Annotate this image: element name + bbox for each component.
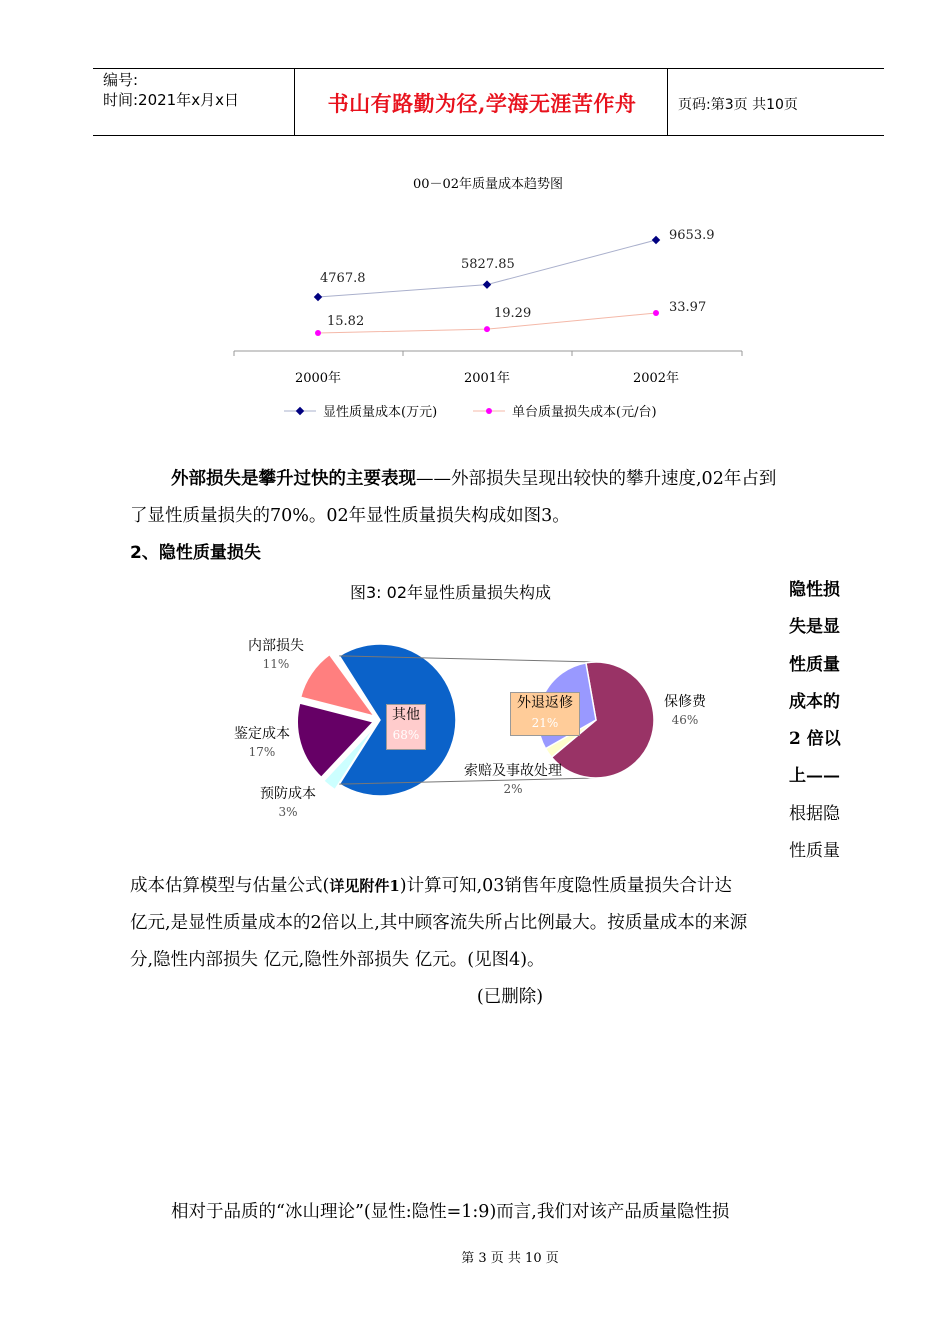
pie-label-warranty (650, 693, 720, 729)
data-label-unit-loss: 19.29 (494, 306, 532, 321)
pie-label-claims (450, 762, 576, 798)
page-footer-text: 第 3 页 共 10 页 (461, 1251, 559, 1266)
pie-label-pct: 2% (503, 782, 523, 796)
header-page-info: 页码:第3页 共10页 (678, 97, 798, 113)
document-time: 时间:2021年x月x日 (103, 91, 239, 109)
deleted-note-text: (已删除) (476, 987, 544, 1007)
pie-label-appraisal-cost (222, 725, 302, 761)
pie-label-pct: 68% (392, 728, 420, 742)
pie-label-pct: 11% (262, 657, 290, 671)
paragraph-line: 亿元,是显性质量成本的2倍以上,其中顾客流失所占比例最大。按质量成本的来源 (130, 913, 748, 933)
paragraph-text: )计算可知,03销售年度隐性质量损失合计达 (399, 876, 732, 896)
pie-label-name: 外退返修 (517, 695, 573, 711)
side-text-line: 2 倍以 (789, 729, 841, 750)
chart2-title: 图3: 02年显性质量损失构成 (350, 583, 552, 602)
chart1-title: 00－02年质量成本趋势图 (412, 177, 564, 192)
paragraph-lead-bold: 外部损失是攀升过快的主要表现 (171, 469, 416, 489)
data-label-visible-cost: 5827.85 (461, 257, 515, 272)
side-text-line: 性质量 (789, 841, 840, 862)
side-text-line: 隐性损 (789, 580, 840, 600)
pie-label-pct: 21% (531, 716, 559, 730)
legend-text-visible-cost: 显性质量成本(万元) (323, 405, 438, 420)
paragraph-text: 成本估算模型与估量公式( (130, 876, 330, 896)
deleted-note (0, 979, 950, 1016)
pie-label-other (386, 704, 426, 750)
paragraph-hidden-loss-calc (130, 868, 850, 979)
pie-label-pct: 46% (671, 713, 699, 727)
page-footer (0, 1247, 950, 1266)
paragraph-line1: ——外部损失呈现出较快的攀升速度,02年占到 (416, 469, 777, 489)
pie-label-pct: 3% (278, 805, 298, 819)
data-label-unit-loss: 33.97 (669, 300, 707, 315)
document-number: 编号: (103, 71, 139, 89)
paragraph-line2: 了显性质量损失的70%。02年显性质量损失构成如图3。 (130, 506, 570, 526)
pie-label-name: 预防成本 (260, 786, 316, 802)
paragraph-line: 分,隐性内部损失 亿元,隐性外部损失 亿元。(见图4)。 (130, 950, 545, 970)
pie-label-name: 索赔及事故处理 (464, 763, 562, 779)
side-text-line: 性质量 (789, 654, 840, 675)
side-text-column (789, 572, 849, 870)
x-tick-label: 2000年 (294, 371, 342, 386)
header-motto: 书山有路勤为径,学海无涯苦作舟 (327, 91, 637, 116)
side-text-line: 成本的 (789, 691, 840, 712)
legend-text-unit-loss: 单台质量损失成本(元/台) (512, 405, 657, 420)
pie-label-pct: 17% (248, 745, 276, 759)
section-heading-hidden-loss: 2、隐性质量损失 (130, 543, 261, 563)
paragraph-iceberg (171, 1194, 729, 1231)
appendix-reference: 详见附件1 (329, 877, 400, 895)
paragraph-text: 相对于品质的“冰山理论”(显性:隐性=1:9)而言,我们对该产品质量隐性损 (171, 1202, 730, 1222)
pie-label-name: 保修费 (664, 694, 706, 710)
data-label-visible-cost: 4767.8 (320, 271, 366, 286)
x-tick-label: 2001年 (463, 371, 511, 386)
pie-label-internal-loss (236, 637, 316, 673)
pie-label-name: 其他 (392, 707, 420, 723)
x-tick-label: 2002年 (632, 371, 680, 386)
pie-label-prevention-cost (248, 785, 328, 821)
data-label-visible-cost: 9653.9 (669, 228, 715, 243)
pie-label-name: 内部损失 (248, 638, 304, 654)
side-text-line: 失是显 (789, 617, 840, 638)
side-text-line: 根据隐 (789, 803, 840, 824)
pie-label-return-repair (510, 692, 580, 736)
pie-label-name: 鉴定成本 (234, 726, 290, 742)
data-label-unit-loss: 15.82 (327, 314, 365, 329)
side-text-line: 上—— (789, 766, 840, 787)
